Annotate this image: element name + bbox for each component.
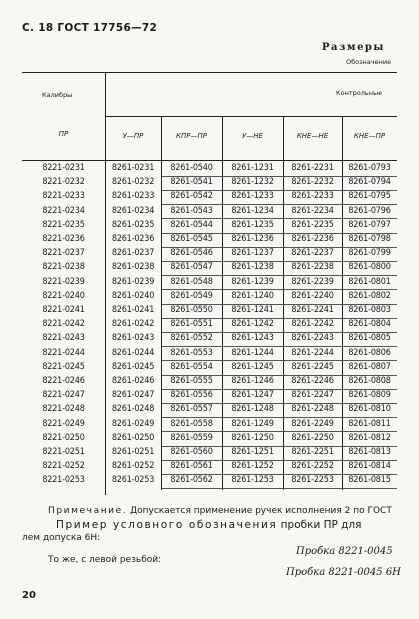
table-cell: 8261-1236	[231, 234, 274, 244]
table-cell: 8261-0251	[111, 447, 155, 457]
table-cell: 8221-0247	[42, 390, 85, 401]
row-separator	[162, 474, 397, 475]
table-cell: 8261-1249	[231, 418, 274, 429]
note-line	[48, 506, 392, 516]
row-separator	[162, 389, 397, 390]
table-cell: 8261-0241	[111, 305, 155, 315]
table-cell: 8261-0239	[111, 276, 155, 287]
table-cell: 8261-0232	[111, 177, 155, 188]
table-cell: 8261-1253	[231, 475, 274, 486]
table-cell: 8261-0806	[348, 347, 391, 358]
table-cell: 8261-1232	[231, 177, 274, 188]
row-separator	[162, 233, 397, 234]
table-cell: 8261-0801	[348, 276, 391, 287]
table-cell: 8261-2239	[291, 276, 334, 287]
column-header: У—НЕ	[242, 132, 263, 140]
column-header: КПР—ПР	[176, 132, 207, 140]
page-header: С. 18 ГОСТ 17756—72	[22, 22, 158, 34]
table-cell: 8221-0233	[42, 191, 85, 202]
row-separator	[162, 488, 397, 489]
table-cell: 8261-0245	[111, 361, 155, 372]
table-cell: 8261-2249	[291, 418, 334, 429]
table-cell: 8261-1241	[231, 305, 274, 315]
table-cell: 8261-0807	[348, 361, 391, 372]
table-cell: 8261-0800	[348, 262, 391, 273]
table-cell: 8261-2233	[291, 191, 334, 202]
table-cell: 8261-0815	[348, 475, 391, 486]
table-cell: 8221-0242	[42, 319, 85, 330]
table-cell: 8261-2232	[291, 177, 334, 188]
table-cell: 8261-0808	[348, 376, 391, 386]
table-cell: 8261-0805	[348, 333, 391, 344]
table-cell: 8261-2253	[291, 475, 334, 486]
table-cell: 8221-0244	[42, 347, 85, 358]
row-separator	[162, 190, 397, 191]
row-separator	[162, 346, 397, 347]
table-cell: 8261-0253	[111, 475, 155, 486]
table-cell: 8221-0250	[42, 432, 85, 443]
table-cell: 8221-0253	[42, 475, 85, 486]
header-kontrolnye: Контрольные	[336, 89, 383, 97]
table-cell: 8261-0246	[111, 376, 155, 386]
table-cell: 8261-1233	[231, 191, 274, 202]
table-cell: 8261-2237	[291, 248, 334, 259]
row-separator	[162, 431, 397, 432]
table-cell: 8261-1246	[231, 376, 274, 386]
table-cell: 8261-0233	[111, 191, 155, 202]
table-cell: 8221-0232	[42, 177, 85, 188]
table-cell: 8261-0234	[111, 205, 155, 216]
table-cell: 8261-1238	[231, 262, 274, 273]
table-cell: 8261-0250	[111, 432, 155, 443]
table-cell: 8261-2252	[291, 461, 334, 472]
table-cell: 8261-0551	[170, 319, 213, 330]
example-line2: лем допуска 6H:	[22, 533, 101, 543]
table-cell: 8261-0243	[111, 333, 155, 344]
page-number: 20	[22, 590, 36, 601]
table-cell: 8261-0809	[348, 390, 391, 401]
table-cell: 8261-0252	[111, 461, 155, 472]
table-cell: 8221-0237	[42, 248, 85, 259]
table-cell: 8261-1244	[231, 347, 274, 358]
row-separator	[162, 318, 397, 319]
column-header: ПР	[58, 130, 69, 138]
table-cell: 8261-0814	[348, 461, 391, 472]
row-separator	[162, 204, 397, 205]
example-code-2: Пробка 8221-0045 6H	[286, 567, 401, 578]
table-cell: 8261-0553	[170, 347, 213, 358]
row-separator	[162, 360, 397, 361]
table-cell: 8261-1251	[231, 447, 274, 457]
table-cell: 8261-0813	[348, 447, 391, 457]
table-cell: 8221-0248	[42, 404, 85, 415]
table-cell: 8261-1245	[231, 361, 274, 372]
table-cell: 8261-0238	[111, 262, 155, 273]
table-cell: 8261-0237	[111, 248, 155, 259]
left-thread-label: То же, с левой резьбой:	[48, 555, 162, 565]
row-separator	[162, 247, 397, 248]
table-cell: 8261-0555	[170, 376, 213, 386]
table-cell: 8261-2231	[291, 163, 334, 173]
row-separator	[162, 446, 397, 447]
table-cell: 8261-0548	[170, 276, 213, 287]
header-bottom-border	[22, 160, 397, 161]
table-cell: 8261-0558	[170, 418, 213, 429]
table-cell: 8261-0562	[170, 475, 213, 486]
table-cell: 8261-1242	[231, 319, 274, 330]
table-cell: 8261-2240	[291, 290, 334, 301]
row-separator	[162, 460, 397, 461]
row-separator	[162, 275, 397, 276]
row-separator	[162, 403, 397, 404]
table-cell: 8261-0794	[348, 177, 391, 188]
table-cell: 8261-1247	[231, 390, 274, 401]
table-cell: 8261-0249	[111, 418, 155, 429]
table-cell: 8261-2241	[291, 305, 334, 315]
table-cell: 8261-0550	[170, 305, 213, 315]
table-cell: 8261-2250	[291, 432, 334, 443]
table-cell: 8261-0812	[348, 432, 391, 443]
table-cell: 8261-0556	[170, 390, 213, 401]
table-cell: 8221-0231	[42, 163, 85, 173]
table-cell: 8221-0249	[42, 418, 85, 429]
table-cell: 8261-0542	[170, 191, 213, 202]
table-cell: 8221-0240	[42, 290, 85, 301]
table-cell: 8261-2234	[291, 205, 334, 216]
table-cell: 8221-0251	[42, 447, 85, 457]
table-cell: 8261-0549	[170, 290, 213, 301]
table-cell: 8261-0545	[170, 234, 213, 244]
table-cell: 8261-1237	[231, 248, 274, 259]
column-header: У—ПР	[122, 132, 144, 140]
row-separator	[162, 218, 397, 219]
table-cell: 8221-0252	[42, 461, 85, 472]
table-cell: 8261-0802	[348, 290, 391, 301]
table-cell: 8261-1231	[231, 163, 274, 173]
table-cell: 8261-0561	[170, 461, 213, 472]
column-header: КНЕ—НЕ	[296, 132, 329, 140]
note-text: Допускается применение ручек исполнения 2 по ГОСТ	[130, 506, 392, 516]
section-title: Размеры	[322, 42, 385, 53]
table-cell: 8261-1250	[231, 432, 274, 443]
row-separator	[162, 261, 397, 262]
table-cell: 8261-0240	[111, 290, 155, 301]
table-cell: 8261-1252	[231, 461, 274, 472]
table-cell: 8221-0245	[42, 361, 85, 372]
table-cell: 8221-0235	[42, 219, 85, 230]
table-cell: 8261-0797	[348, 219, 391, 230]
table-cell: 8261-0247	[111, 390, 155, 401]
table-cell: 8261-0244	[111, 347, 155, 358]
table-cell: 8261-0810	[348, 404, 391, 415]
table-cell: 8261-2248	[291, 404, 334, 415]
table-cell: 8261-2238	[291, 262, 334, 273]
table-cell: 8261-2243	[291, 333, 334, 344]
group-header: Обозначение	[346, 58, 392, 66]
table-top-border	[22, 72, 397, 73]
row-separator	[162, 304, 397, 305]
table-cell: 8261-0798	[348, 234, 391, 244]
row-separator	[162, 417, 397, 418]
table-cell: 8261-0242	[111, 319, 155, 330]
table-cell: 8221-0236	[42, 234, 85, 244]
table-cell: 8221-0239	[42, 276, 85, 287]
table-cell: 8261-1234	[231, 205, 274, 216]
table-cell: 8261-2246	[291, 376, 334, 386]
table-cell: 8261-2251	[291, 447, 334, 457]
table-cell: 8261-0552	[170, 333, 213, 344]
table-cell: 8261-0811	[348, 418, 391, 429]
table-cell: 8261-0540	[170, 163, 213, 173]
example-heading-tail: пробки ПР для	[280, 519, 362, 531]
table-cell: 8261-0559	[170, 432, 213, 443]
example-heading-line	[56, 519, 361, 531]
table-cell: 8261-0544	[170, 219, 213, 230]
table-cell: 8261-0803	[348, 305, 391, 315]
table-cell: 8261-2242	[291, 319, 334, 330]
table-cell: 8261-0795	[348, 191, 391, 202]
table-cell: 8261-0231	[111, 163, 155, 173]
table-cell: 8261-0543	[170, 205, 213, 216]
table-cell: 8221-0241	[42, 305, 85, 315]
table-cell: 8261-0236	[111, 234, 155, 244]
table-cell: 8261-1239	[231, 276, 274, 287]
table-cell: 8261-1243	[231, 333, 274, 344]
table-cell: 8261-2235	[291, 219, 334, 230]
table-cell: 8261-0235	[111, 219, 155, 230]
table-cell: 8261-1235	[231, 219, 274, 230]
table-cell: 8261-0547	[170, 262, 213, 273]
table-cell: 8261-0557	[170, 404, 213, 415]
table-cell: 8261-1248	[231, 404, 274, 415]
example-heading: Пример условного обозначения	[56, 519, 278, 531]
table-cell: 8261-0793	[348, 163, 391, 173]
table-cell: 8261-2236	[291, 234, 334, 244]
table-cell: 8261-2247	[291, 390, 334, 401]
table-cell: 8221-0246	[42, 376, 85, 386]
example-code-1: Пробка 8221-0045	[296, 546, 393, 557]
table-cell: 8261-1240	[231, 290, 274, 301]
row-separator	[162, 176, 397, 177]
table-cell: 8261-0248	[111, 404, 155, 415]
table-cell: 8261-0546	[170, 248, 213, 259]
header-subline	[105, 116, 397, 117]
row-separator	[162, 289, 397, 290]
table-cell: 8221-0234	[42, 205, 85, 216]
table-cell: 8261-0560	[170, 447, 213, 457]
column-header: КНЕ—ПР	[353, 132, 386, 140]
table-cell: 8221-0238	[42, 262, 85, 273]
table-cell: 8261-2244	[291, 347, 334, 358]
table-cell: 8261-0804	[348, 319, 391, 330]
table-cell: 8261-0796	[348, 205, 391, 216]
table-cell: 8261-0541	[170, 177, 213, 188]
header-kalibry: Калибры	[42, 91, 73, 99]
row-separator	[162, 332, 397, 333]
table-cell: 8221-0243	[42, 333, 85, 344]
table-cell: 8261-2245	[291, 361, 334, 372]
note-label: Примечание.	[48, 506, 128, 516]
table-cell: 8261-0554	[170, 361, 213, 372]
table-cell: 8261-0799	[348, 248, 391, 259]
row-separator	[162, 375, 397, 376]
